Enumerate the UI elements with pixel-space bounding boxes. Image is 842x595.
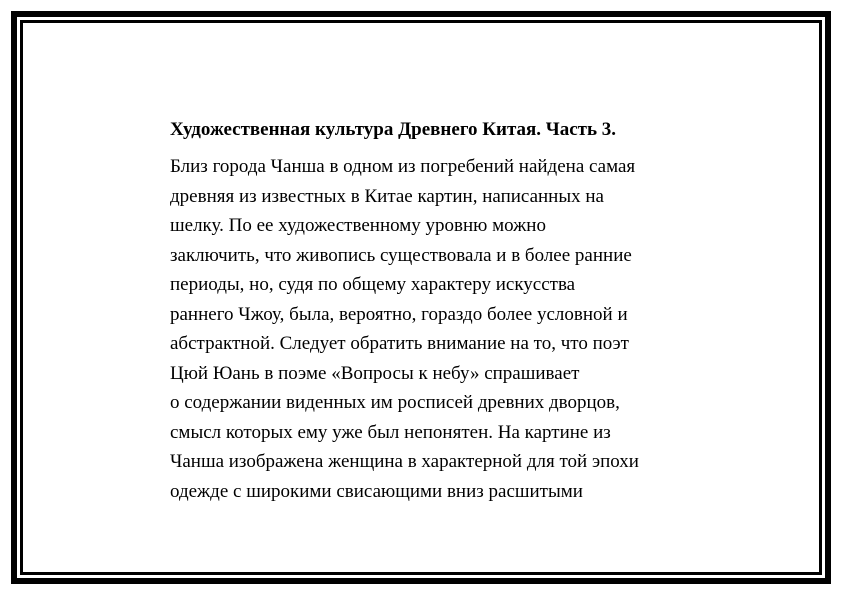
body-line: абстрактной. Следует обратить внимание на то, что поэт xyxy=(170,333,629,354)
body-line: Близ города Чанша в одном из погребений найдена самая xyxy=(170,156,636,177)
body-line: заключить, что живопись существовала и в более ранние xyxy=(170,244,632,266)
document-title: Художественная культура Древнего Китая. Часть 3. xyxy=(170,119,617,140)
body-line: древняя из известных в Китае картин, написанных на xyxy=(170,185,604,207)
document-body xyxy=(170,152,770,506)
body-line: Цюй Юань в поэме «Вопросы к небу» спрашивает xyxy=(170,362,580,384)
body-line: периоды, но, судя по общему характеру искусства xyxy=(170,274,576,295)
document-content xyxy=(170,116,770,506)
body-line: одежде с широкими свисающими вниз расшитыми xyxy=(170,480,583,502)
body-line: Чанша изображена женщина в характерной для той эпохи xyxy=(170,451,639,472)
body-line: шелку. По ее художественному уровню можно xyxy=(170,215,546,236)
body-line: о содержании виденных им росписей древних дворцов, xyxy=(170,392,620,413)
body-line: раннего Чжоу, была, вероятно, гораздо более условной и xyxy=(170,303,628,325)
body-line: смысл которых ему уже был непонятен. На картине из xyxy=(170,421,611,443)
